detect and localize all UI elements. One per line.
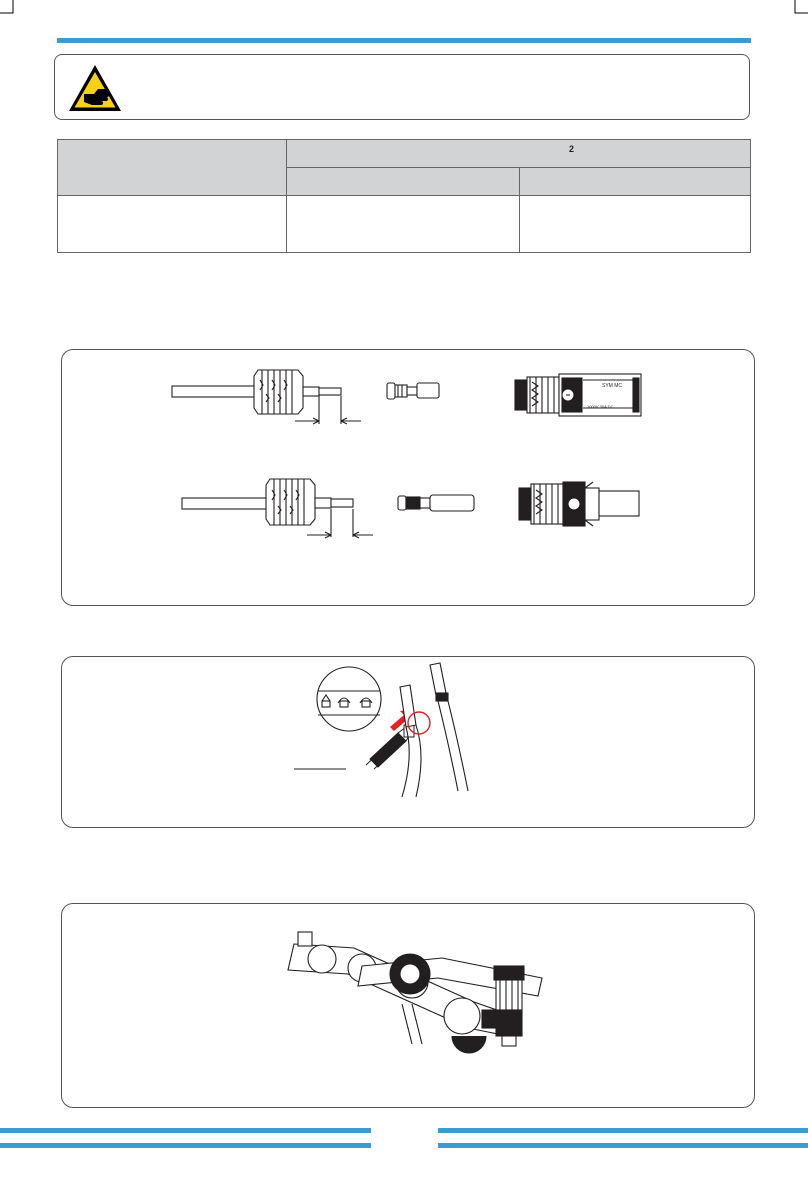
stripped-cable-negative: [182, 479, 373, 538]
crop-mark-top-left: [0, 0, 14, 14]
cable-spec-table: [57, 139, 751, 253]
female-contact-socket: [398, 495, 474, 511]
pointing-hand-icon: [67, 63, 123, 113]
table-cell: [58, 196, 287, 253]
cable-with-contact-after: [430, 663, 468, 791]
figure-crimping-step: [61, 656, 755, 828]
superscript-two: 2: [568, 144, 574, 154]
table-header-cable-type: [58, 140, 287, 196]
assembled-connector-negative: [519, 482, 639, 526]
notice-box: [54, 54, 750, 120]
table-subheader-range: [287, 168, 520, 196]
footer-rule-left-2: [0, 1143, 371, 1148]
assembled-connector-positive: [515, 374, 641, 416]
table-cell: [520, 196, 751, 253]
header-rule: [57, 38, 751, 43]
stripped-cable-positive: [172, 370, 361, 424]
crimp-die-detail: [317, 667, 381, 731]
svg-text:SYM MC: SYM MC: [602, 383, 622, 389]
figure-spanner-tool: [61, 903, 755, 1108]
figure-connector-assembly: [61, 349, 755, 606]
footer-rule-left: [0, 1128, 371, 1133]
crop-mark-top-right: [794, 0, 808, 14]
footer-rule-right-2: [438, 1143, 808, 1148]
table-header-cross-section: [287, 140, 751, 168]
footer-rule-right: [438, 1128, 808, 1133]
table-subheader-recommended: [520, 168, 751, 196]
svg-text:1000V 30A DC: 1000V 30A DC: [587, 404, 614, 409]
male-contact-pin: [387, 383, 439, 399]
table-cell: [287, 196, 520, 253]
connector-with-spanner-icon: [494, 966, 524, 1046]
